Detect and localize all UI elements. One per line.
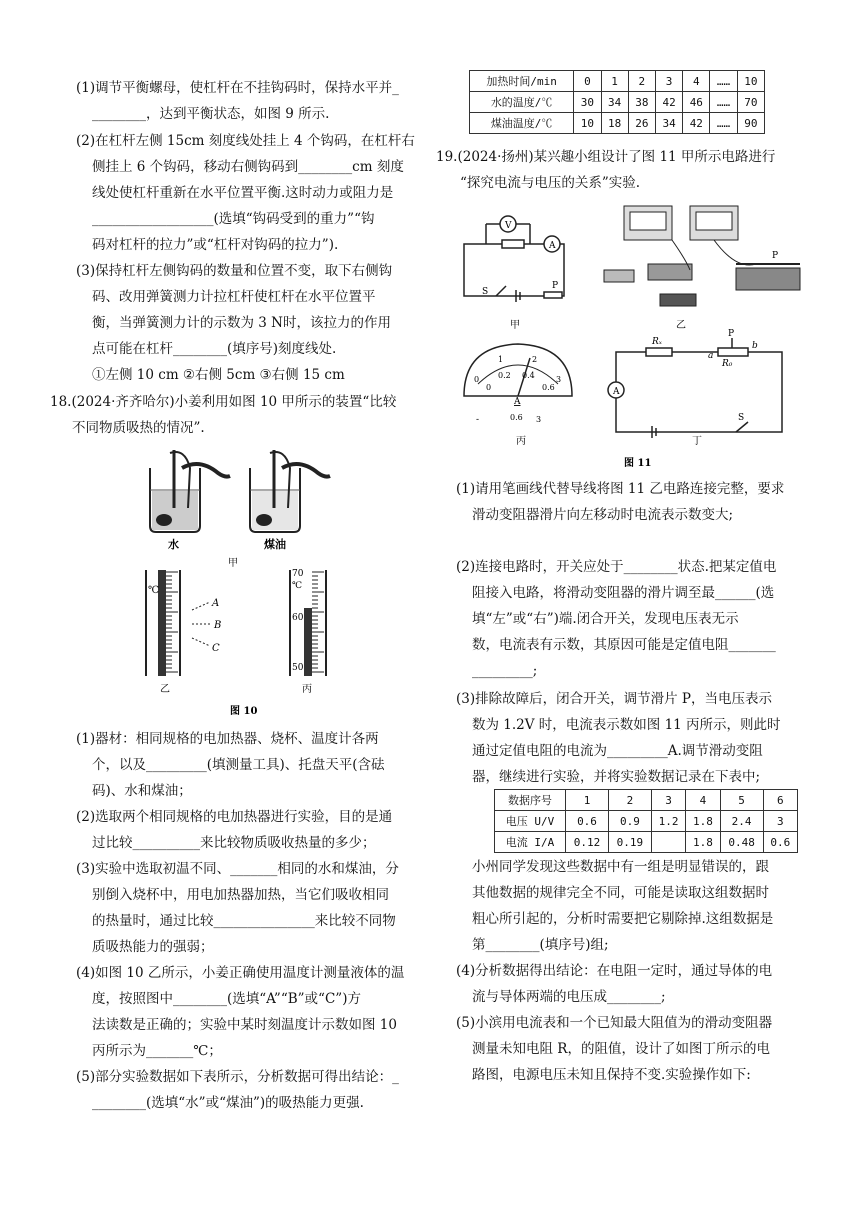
end-a-label: a: [708, 351, 714, 361]
table-cell: 90: [737, 113, 764, 134]
tick-50: 50: [292, 663, 304, 673]
table-row: [470, 113, 765, 134]
yi-label: 乙: [676, 320, 686, 331]
heating-data-table: [469, 70, 765, 134]
q19-text: 粗心所引起的，分析时需要把它剔除掉.这组数据是: [472, 911, 774, 927]
q18-text: 质吸热能力的强弱；: [92, 939, 214, 955]
table-cell: 0: [574, 71, 601, 92]
table-cell: 38: [628, 92, 655, 113]
figure-10-caption: 图 10: [230, 706, 258, 717]
view-b-label: B: [214, 620, 222, 631]
table-cell: ……: [710, 71, 737, 92]
table-cell: 0.6: [566, 811, 609, 832]
q18-title: 不同物质吸热的情况”.: [72, 420, 205, 436]
ammeter-symbol: A: [613, 387, 620, 397]
q17-text: 侧挂上 6 个钩码，移动右侧钩码到________cm 刻度: [92, 159, 404, 175]
q19-text: _________;: [472, 663, 538, 679]
view-a-label: A: [212, 598, 220, 609]
q18-text: 个，以及_________(填测量工具)、托盘天平(含砝: [92, 757, 385, 773]
dial-mark-1: 1: [498, 355, 504, 364]
table-cell: ……: [710, 113, 737, 134]
q17-options: ①左侧 10 cm ②右侧 5cm ③右侧 15 cm: [92, 367, 345, 383]
table-row: [470, 92, 765, 113]
table-cell: 1: [601, 71, 628, 92]
table-row: [470, 71, 765, 92]
q19-title: “探究电流与电压的关系”实验.: [460, 175, 641, 191]
q18-text: 度，按照图中________(选填“A”“B”或“C”)方: [92, 991, 361, 1007]
celsius-unit: ℃: [148, 585, 160, 596]
q18-text: 的热量时，通过比较_______________来比较不同物: [92, 913, 396, 929]
table-cell: 10: [574, 113, 601, 134]
table-cell: 电流 I/A: [495, 832, 566, 853]
q19-text: 小州同学发现这些数据中有一组是明显错误的，跟: [472, 859, 769, 875]
table-cell: 5: [720, 790, 763, 811]
q17-text: 码对杠杆的拉力”或“杠杆对钩码的拉力”).: [92, 237, 339, 253]
table-cell: 0.12: [566, 832, 609, 853]
dial-mark-0: 0: [486, 383, 492, 392]
table-cell: 3: [651, 790, 685, 811]
table-cell: 0.48: [720, 832, 763, 853]
table-cell: 1.8: [686, 832, 720, 853]
table-cell: 34: [655, 113, 682, 134]
jia-label: 甲: [228, 558, 238, 569]
table-cell: 0.6: [763, 832, 797, 853]
q17-text: 码、改用弹簧测力计拉杠杆使杠杆在水平位置平: [92, 289, 376, 305]
table-cell: 42: [655, 92, 682, 113]
oil-label: 煤油: [264, 538, 286, 551]
iv-data-table: [494, 789, 798, 853]
jia-label: 甲: [510, 320, 520, 331]
q18-text: (3)实验中选取初温不同、_______相同的水和煤油，分: [76, 861, 399, 877]
q19-text: 流与导体两端的电压成________;: [472, 989, 666, 1005]
table-row: [495, 811, 798, 832]
end-b-label: b: [752, 341, 758, 351]
table-cell: 4: [686, 790, 720, 811]
q17-text: 线处使杠杆重新在水平位置平衡.这时动力或阻力是: [92, 185, 394, 201]
q17-text: 点可能在杠杆________(填序号)刻度线处.: [92, 341, 337, 357]
table-cell: 46: [683, 92, 710, 113]
table-cell: 水的温度/℃: [470, 92, 574, 113]
yi-label: 乙: [160, 684, 170, 695]
table-cell: 6: [763, 790, 797, 811]
ammeter-dial-bing: [464, 344, 572, 396]
table-cell: 数据序号: [495, 790, 566, 811]
circuit-jia: [464, 216, 564, 302]
dial-mark-0.2: 0.2: [498, 371, 511, 380]
table-row: [495, 832, 798, 853]
rx-label: Rₓ: [652, 337, 662, 347]
table-cell: ……: [710, 92, 737, 113]
thermometer-bing: [290, 569, 326, 676]
terminal-0.6: 0.6: [510, 413, 523, 422]
water-beaker: [150, 450, 230, 532]
thermometer-yi: [146, 570, 221, 676]
q19-text: 器，继续进行实验，并将实验数据记录在下表中;: [472, 769, 761, 785]
slider-p-label: P: [552, 281, 559, 291]
q19-text: 数为 1.2V 时，电流表示数如图 11 丙所示，则此时: [472, 717, 781, 733]
dial-mark-0.4: 0.4: [522, 371, 535, 380]
q18-text: (2)选取两个相同规格的电加热器进行实验，目的是通: [76, 809, 393, 825]
table-cell: [651, 832, 685, 853]
q17-text: (3)保持杠杆左侧钩码的数量和位置不变，取下右侧钩: [76, 263, 393, 279]
slider-p-label: P: [772, 251, 779, 261]
q18-title: 18.(2024·齐齐哈尔)小姜利用如图 10 甲所示的装置“比较: [50, 394, 397, 410]
table-cell: 4: [683, 71, 710, 92]
table-cell: 10: [737, 71, 764, 92]
figure-10: [130, 448, 390, 718]
r0-label: R₀: [722, 359, 733, 369]
q19-text: 数，电流表有示数，其原因可能是定值电阻_______: [472, 637, 776, 653]
q17-text: __________________(选填“钩码受到的重力”“钩: [92, 211, 375, 227]
table-cell: 2: [628, 71, 655, 92]
table-cell: 30: [574, 92, 601, 113]
q17-text: 衡，当弹簧测力计的示数为 3 N时，该拉力的作用: [92, 315, 391, 331]
q19-text: (1)请用笔画线代替导线将图 11 乙电路连接完整，要求: [456, 481, 785, 497]
terminal-3: 3: [536, 415, 542, 424]
q19-text: 通过定值电阻的电流为_________A.调节滑动变阻: [472, 743, 763, 759]
q17-text: (2)在杠杆左侧 15cm 刻度线处挂上 4 个钩码，在杠杆右: [76, 133, 415, 149]
table-cell: 34: [601, 92, 628, 113]
table-cell: 电压 U/V: [495, 811, 566, 832]
q18-text: (1)器材：相同规格的电加热器、烧杯、温度计各两: [76, 731, 379, 747]
table-cell: 70: [737, 92, 764, 113]
q18-text: ________(选填“水”或“煤油”)的吸热能力更强.: [92, 1095, 364, 1111]
table-cell: 0.9: [608, 811, 651, 832]
dial-mark-0: 0: [474, 375, 480, 384]
ammeter-symbol: A: [549, 241, 556, 251]
dial-mark-0.6: 0.6: [542, 383, 555, 392]
circuit-ding: [608, 338, 782, 438]
table-cell: 0.19: [608, 832, 651, 853]
q19-text: 阻接入电路，将滑动变阻器的滑片调至最______(选: [472, 585, 775, 601]
table-cell: 加热时间/min: [470, 71, 574, 92]
q18-text: (4)如图 10 乙所示，小姜正确使用温度计测量液体的温: [76, 965, 405, 981]
terminal-minus: -: [476, 415, 480, 425]
figure-11: [456, 200, 816, 472]
q19-text: (5)小滨用电流表和一个已知最大阻值为的滑动变阻器: [456, 1015, 773, 1031]
table-cell: 2: [608, 790, 651, 811]
table-cell: 26: [628, 113, 655, 134]
q17-text: (1)调节平衡螺母，使杠杆在不挂钩码时，保持水平并_: [76, 80, 399, 96]
table-row: [495, 790, 798, 811]
table-cell: 1.8: [686, 811, 720, 832]
q19-text: 滑动变阻器滑片向左移动时电流表示数变大;: [472, 507, 734, 523]
q19-text: 路图，电源电压未知且保持不变.实验操作如下:: [472, 1067, 751, 1083]
water-label: 水: [168, 538, 179, 551]
table-cell: 1.2: [651, 811, 685, 832]
celsius-unit: ℃: [292, 581, 303, 591]
q19-text: (2)连接电路时，开关应处于________状态.把某定值电: [456, 559, 777, 575]
bing-label: 丙: [516, 436, 526, 447]
apparatus-yi: [604, 206, 800, 306]
tick-60: 60: [292, 613, 304, 623]
q18-text: 丙所示为_______℃；: [92, 1043, 222, 1059]
table-cell: 1: [566, 790, 609, 811]
dial-unit-a: A: [514, 397, 521, 407]
dial-mark-3: 3: [556, 375, 562, 384]
view-c-label: C: [212, 643, 220, 654]
table-cell: 煤油温度/℃: [470, 113, 574, 134]
slider-p-label: P: [728, 329, 735, 339]
voltmeter-symbol: V: [505, 221, 512, 231]
figure-11-caption: 图 11: [624, 458, 652, 469]
q18-text: (5)部分实验数据如下表所示，分析数据可得出结论：_: [76, 1069, 399, 1085]
q18-text: 码)、水和煤油；: [92, 783, 192, 799]
q19-title: 19.(2024·扬州)某兴趣小组设计了图 11 甲所示电路进行: [436, 149, 776, 165]
q19-text: (3)排除故障后，闭合开关，调节滑片 P，当电压表示: [456, 691, 772, 707]
table-cell: 3: [655, 71, 682, 92]
q19-text: 填“左”或“右”)端.闭合开关，发现电压表无示: [472, 611, 739, 627]
table-cell: 42: [683, 113, 710, 134]
q19-text: (4)分析数据得出结论：在电阻一定时，通过导体的电: [456, 963, 773, 979]
ding-label: 丁: [692, 436, 702, 447]
bing-label: 丙: [302, 684, 312, 695]
q18-text: 别倒入烧杯中，用电加热器加热，当它们吸收相同: [92, 887, 389, 903]
tick-70: 70: [292, 569, 304, 579]
q17-text: ________，达到平衡状态，如图 9 所示.: [92, 106, 330, 122]
q19-text: 第________(填序号)组;: [472, 937, 609, 953]
table-cell: 18: [601, 113, 628, 134]
switch-label: S: [738, 413, 745, 423]
q18-text: 法读数是正确的；实验中某时刻温度计示数如图 10: [92, 1017, 397, 1033]
dial-mark-2: 2: [532, 355, 538, 364]
oil-beaker: [250, 450, 330, 532]
table-cell: 3: [763, 811, 797, 832]
q19-text: 测量未知电阻 R，的阻值，设计了如图丁所示的电: [472, 1041, 770, 1057]
table-cell: 2.4: [720, 811, 763, 832]
q18-text: 过比较__________来比较物质吸收热量的多少；: [92, 835, 376, 851]
q19-text: 其他数据的规律完全不同，可能是读取这组数据时: [472, 885, 769, 901]
switch-label: S: [482, 287, 489, 297]
